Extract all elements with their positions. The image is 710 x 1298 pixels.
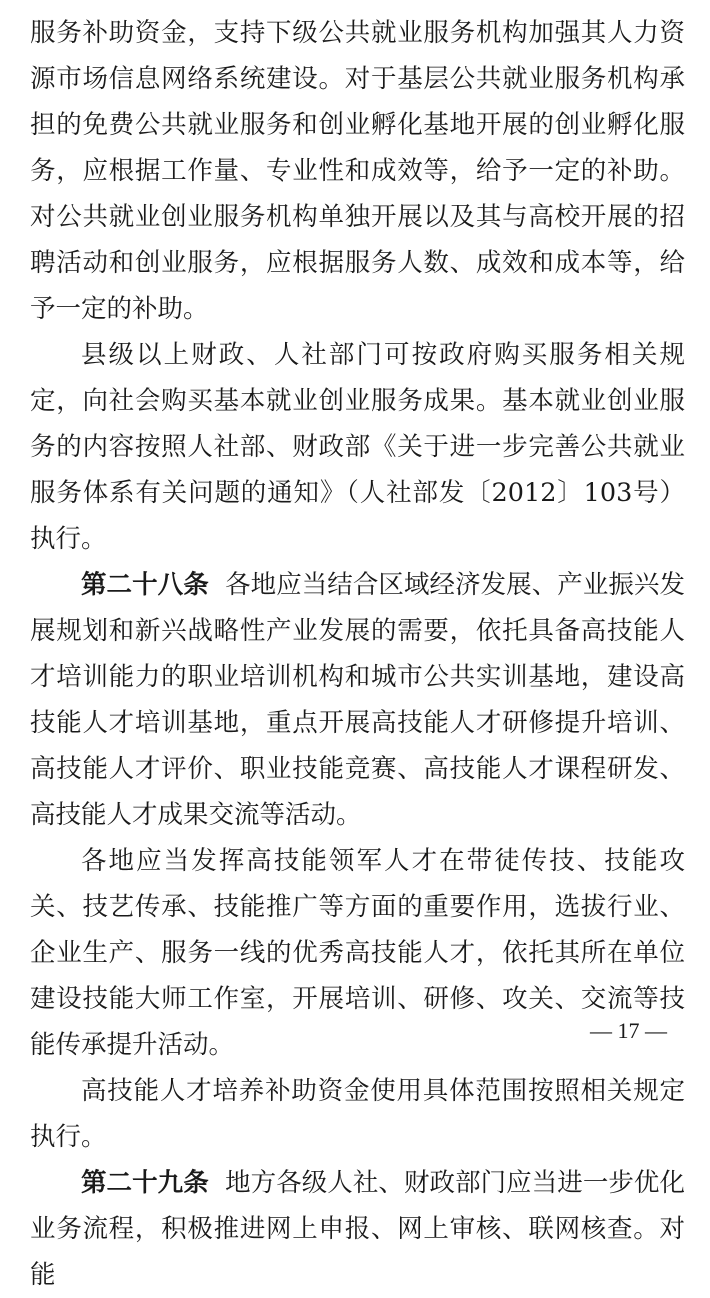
article-28-title: 第二十八条 — [81, 570, 209, 600]
document-page — [30, 10, 685, 1298]
article-29-title: 第二十九条 — [81, 1168, 209, 1198]
paragraph-subsidy-services: 服务补助资金，支持下级公共就业服务机构加强其人力资源市场信息网络系统建设。对于基层公共就业服务机构承担的免费公共就业服务和创业孵化基地开展的创业孵化服务，应根据工作量、专业性和成效等，给予一定的补助。对公共就业创业服务机构单独开展以及其与高校开展的招聘活动和创业服务，应根据服务人数、成效和成本等，给予一定的补助。 — [30, 18, 685, 324]
article-29-body: 地方各级人社、财政部门应当进一步优化业务流程，积极推进网上申报、网上审核、联网核查。对能 — [30, 1168, 685, 1290]
paragraph-government-purchase: 县级以上财政、人社部门可按政府购买服务相关规定，向社会购买基本就业创业服务成果。基本就业创业服务的内容按照人社部、财政部《关于进一步完善公共就业服务体系有关问题的通知》（人社部发〔2012〕103号）执行。 — [30, 340, 685, 554]
page-number: — 17 — — [590, 1018, 667, 1043]
paragraph-article-28 — [30, 562, 685, 838]
paragraph-subsidy-scope: 高技能人才培养补助资金使用具体范围按照相关规定执行。 — [30, 1076, 685, 1152]
article-28-body: 各地应当结合区域经济发展、产业振兴发展规划和新兴战略性产业发展的需要，依托具备高技能人才培训能力的职业培训机构和城市公共实训基地，建设高技能人才培训基地，重点开展高技能人才研修提升培训、高技能人才评价、职业技能竞赛、高技能人才课程研发、高技能人才成果交流等活动。 — [30, 570, 685, 830]
paragraph-skill-masters: 各地应当发挥高技能领军人才在带徒传技、技能攻关、技艺传承、技能推广等方面的重要作用，选拔行业、企业生产、服务一线的优秀高技能人才，依托其所在单位建设技能大师工作室，开展培训、研修、攻关、交流等技能传承提升活动。 — [30, 846, 685, 1060]
paragraph-article-29 — [30, 1160, 685, 1298]
